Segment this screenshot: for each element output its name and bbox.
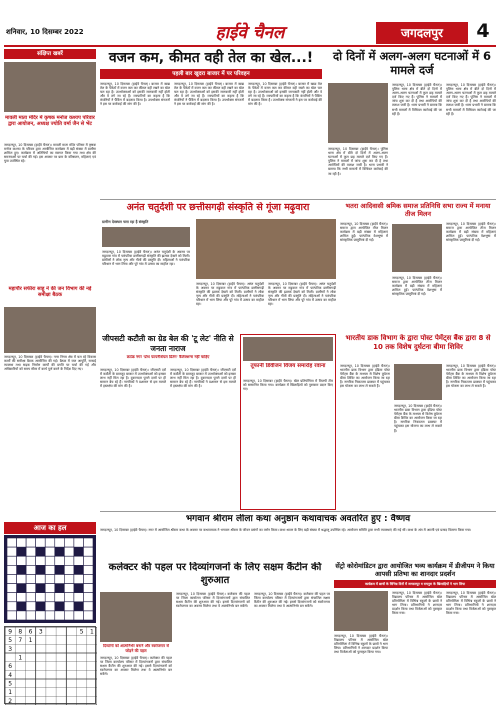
- boxed-story: [240, 334, 336, 510]
- sudoku-digit: 1: [28, 637, 33, 645]
- sudoku-digit: 1: [8, 689, 13, 697]
- festival-body-col2: जगदलपुर, 10 दिसम्बर (हाईवे चैनल)। अनंत चतुर्दशी के अवसर पर मढ़ुवारा गांव में पारंपरिक छत्तीसगढ़ी संस्कृति की झलक देखने को मिली। ग्रामीणों ने लोक नृत्य और गीतों की प्रस्तुति दी। महिलाओं ने पारंपरिक परिधान में भाग लिया और पूरे गांव में उत्सव का माहौल रहा।: [196, 282, 264, 307]
- gst-story: [100, 334, 236, 510]
- teej-story: [340, 202, 496, 330]
- crossword-cell: [7, 574, 17, 583]
- mid-divider: [100, 199, 496, 200]
- crossword-cell: [55, 574, 65, 583]
- school-photo: [334, 591, 388, 631]
- crossword-cell: [45, 538, 55, 547]
- crossword-cell: [83, 611, 93, 620]
- crossword-cell: [17, 538, 27, 547]
- festival-body-col3: जगदलपुर, 10 दिसम्बर (हाईवे चैनल)। अनंत चतुर्दशी के अवसर पर मढ़ुवारा गांव में पारंपरिक छत्तीसगढ़ी संस्कृति की झलक देखने को मिली। ग्रामीणों ने लोक नृत्य और गीतों की प्रस्तुति दी। महिलाओं ने पारंपरिक परिधान में भाग लिया और पूरे गांव में उत्सव का माहौल रहा।: [268, 282, 336, 307]
- crossword-svg: [7, 538, 93, 620]
- crime-body-col1: जगदलपुर, 10 दिसम्बर (हाईवे चैनल)। पुलिस थाना क्षेत्र में बीते दो दिनों में अलग-अलग घटनाओं में कुल छह मामले दर्ज किए गए हैं। पुलिस ने मामलों में जांच शुरू कर दी है तथा आरोपियों की तलाश जारी है। थाना प्रभारी ने बताया कि सभी मामलों में विधिवत कार्रवाई की जा रही है।: [328, 147, 388, 176]
- boxed-body: जगदलपुर, 10 दिसम्बर (हाईवे चैनल)। खेल प्रतियोगिता में विजयी टीम को सम्मानित किया गया। कार्यक्रम में खिलाड़ियों को पुरस्कार प्रदान किए गए।: [243, 379, 333, 392]
- ramkatha-story: [100, 514, 496, 560]
- crossword-cell: [45, 584, 55, 593]
- oil-headline: वजन कम, कीमत वही तेल का खेल...!: [108, 50, 314, 66]
- crime-photo: [328, 83, 388, 143]
- canteen-body-col3: जगदलपुर, 10 दिसम्बर (हाईवे चैनल)। कलेक्टर की पहल पर जिला कार्यालय परिसर में दिव्यांगजनों द्वारा संचालित सक्षम कैंटीन की शुरुआत की गई। इससे दिव्यांगजनों को स्वरोजगार का अवसर मिलेगा तथा वे आत्मनिर्भर बन सकेंगे।: [254, 592, 330, 609]
- crossword-cell: [36, 538, 46, 547]
- sudoku-digit: 1: [89, 628, 94, 636]
- canteen-body-col1: जगदलपुर, 10 दिसम्बर (हाईवे चैनल)। कलेक्टर की पहल पर जिला कार्यालय परिसर में दिव्यांगजनों द्वारा संचालित सक्षम कैंटीन की शुरुआत की गई। इससे दिव्यांगजनों को स्वरोजगार का अवसर मिलेगा तथा वे आत्मनिर्भर बन सकेंगे।: [100, 656, 172, 677]
- school-banner: कार्यक्रम में छात्रों के विभिन्न दिनों में जगदलपुर व रायपुरा के खिलाड़ियों ने भाग लिया: [334, 580, 496, 588]
- brief-photo-2: [4, 307, 96, 353]
- postal-body-col3: जगदलपुर, 10 दिसम्बर (हाईवे चैनल)। भारतीय डाक विभाग द्वारा इंडिया पोस्ट पेमेंट्स बैंक के माध्यम से विशेष दुर्घटना बीमा शिविर का आयोजन किया जा रहा है। नागरिक निकटतम डाकघर में पहुंचकर इस योजना का लाभ ले सकते हैं।: [446, 364, 496, 389]
- sudoku-digit: 8: [18, 628, 23, 636]
- crossword-cell: [74, 611, 84, 620]
- gst-subhead: क्राउंड नगर 'ग्रोथ फायनेंशियल प्रितंग' कैलेक्शन्स नहीं चाहिए: [126, 355, 210, 359]
- teej-body-col3: जगदलपुर, 10 दिसम्बर (हाईवे चैनल)। समाज द्वारा आयोजित तीज मिलन कार्यक्रम में बड़ी संख्या में महिलाएं शामिल हुईं। पारंपरिक वेशभूषा में सांस्कृतिक प्रस्तुतियां दी गईं।: [446, 222, 496, 243]
- crossword-cell: [36, 556, 46, 565]
- school-body-col2: जगदलपुर, 10 दिसम्बर (हाईवे चैनल)। विद्यालय परिसर में आयोजित खेल प्रतियोगिता में विभिन्न स्कूलों के छात्रों ने भाग लिया। प्रतिभागियों ने शानदार प्रदर्शन किया तथा विजेताओं को पुरस्कृत किया गया।: [392, 591, 442, 616]
- canteen-caption: दिव्यांगों को आत्मनिर्भर बनाने और स्वरोजगार से जोड़ने की पहल: [103, 644, 169, 653]
- header-divider: [4, 45, 496, 47]
- teej-body-col2: जगदलपुर, 10 दिसम्बर (हाईवे चैनल)। समाज द्वारा आयोजित तीज मिलन कार्यक्रम में बड़ी संख्या में महिलाएं शामिल हुईं। पारंपरिक वेशभूषा में सांस्कृतिक प्रस्तुतियां दी गईं।: [392, 276, 442, 297]
- crime-body-col2: जगदलपुर, 10 दिसम्बर (हाईवे चैनल)। पुलिस थाना क्षेत्र में बीते दो दिनों में अलग-अलग घटनाओं में कुल छह मामले दर्ज किए गए हैं। पुलिस ने मामलों में जांच शुरू कर दी है तथा आरोपियों की तलाश जारी है। थाना प्रभारी ने बताया कि सभी मामलों में विधिवत कार्रवाई की जा रही है।: [392, 83, 442, 116]
- sudoku-svg: [5, 627, 97, 705]
- brief-headline-1: मावली माता मंदिर में कृषक मनोज कश्यप परिवार द्वारा आयोजन, अध्यक्ष ज्योति वर्मा जैन से भेंट: [5, 115, 95, 128]
- canteen-story: [100, 562, 330, 706]
- brief-body-1: जगदलपुर, 10 दिसम्बर (हाईवे चैनल)। मावली माता मंदिर परिसर में कृषक मनोज कश्यप के परिवार द्वारा आयोजित कार्यक्रम में बड़ी संख्या में ग्रामीण शामिल हुए। कार्यक्रम में अतिथियों का स्वागत किया गया तथा क्षेत्र की समस्याओं पर चर्चा की गई। इस अवसर पर ग्राम के वरिष्ठजन, महिलाएं एवं युवा उपस्थित रहे।: [4, 143, 96, 164]
- crossword-cell: [64, 547, 74, 556]
- crossword-cell: [17, 574, 27, 583]
- school-body-col1: जगदलपुर, 10 दिसम्बर (हाईवे चैनल)। विद्यालय परिसर में आयोजित खेल प्रतियोगिता में विभिन्न स्कूलों के छात्रों ने भाग लिया। प्रतिभागियों ने शानदार प्रदर्शन किया तथा विजेताओं को पुरस्कृत किया गया।: [334, 634, 388, 655]
- crossword-cell: [64, 593, 74, 602]
- crime-headline: दो दिनों में अलग-अलग घटनाओं में 6 मामले दर्ज: [333, 49, 491, 77]
- sudoku-digit: 5: [8, 680, 13, 688]
- crossword-cell: [55, 593, 65, 602]
- school-headline: सेंट्रो कोरोमांडिटन द्वारा आयोजित भव्य कार्यक्रम में डीजीपम ने किया आपसी प्रतिभा का शानदार प्रदर्शन: [335, 562, 495, 578]
- crossword-cell: [17, 556, 27, 565]
- puzzle-title: आज का हल: [4, 522, 96, 534]
- sudoku-digit: 5: [79, 628, 84, 636]
- brief-body-2: जगदलपुर, 10 दिसम्बर (हाईवे चैनल)। नगर निगम क्षेत्र में चल रहे विकास कार्यों की समीक्षा बैठक आयोजित की गई। बैठक में जल आपूर्ति, सफाई व्यवस्था तथा सड़क निर्माण कार्यों की प्रगति पर चर्चा की गई और अधिकारियों को समय सीमा में कार्य पूर्ण करने के निर्देश दिए गए।: [4, 355, 96, 372]
- crossword-cell: [45, 611, 55, 620]
- crossword-cell: [17, 611, 27, 620]
- crossword-cell: [26, 611, 36, 620]
- issue-date: शनिवार, 10 दिसम्बर 2022: [6, 28, 84, 36]
- ramkatha-body: जगदलपुर, 10 दिसम्बर (हाईवे चैनल)। नगर में आयोजित श्रीराम कथा के अवसर पर कथावाचक ने भगवान श्रीराम के जीवन प्रसंगों का वर्णन किया। कथा श्रवण के लिए बड़ी संख्या में श्रद्धालु उपस्थित रहे। आयोजन समिति द्वारा सभी व्यवस्थाएं की गई थीं। कथा के अंत में आरती एवं प्रसाद वितरण किया गया।: [100, 528, 472, 532]
- crossword-cell: [64, 538, 74, 547]
- festival-story: [100, 202, 336, 330]
- postal-story: [340, 334, 496, 510]
- postal-photo: [394, 364, 442, 400]
- crossword-cell: [7, 538, 17, 547]
- crossword-cell: [26, 602, 36, 611]
- sudoku-digit: 3: [8, 645, 13, 653]
- crossword-cell: [64, 565, 74, 574]
- brief-photo: [4, 62, 96, 112]
- sudoku-digit: 6: [8, 663, 13, 671]
- oil-body-col2: जगदलपुर, 10 दिसम्बर (हाईवे चैनल)। बाजार में खाद्य तेल के पैकेटों में वजन कम कर कीमत वही रखने का खेल चल रहा है। उपभोक्ताओं को इसकी जानकारी नहीं होती और वे ठगे जा रहे हैं। व्यापारियों का कहना है कि कंपनियों ने पैकिंग में बदलाव किया है। उपभोक्ता संगठनों ने इस पर कार्रवाई की मांग की है।: [174, 82, 244, 107]
- crossword-cell: [55, 611, 65, 620]
- crossword-cell: [7, 611, 17, 620]
- sudoku-digit: 1: [18, 654, 23, 662]
- crossword-cell: [36, 593, 46, 602]
- crossword-cell: [26, 574, 36, 583]
- canteen-headline: कलेक्टर की पहल पर दिव्यांगजनों के लिए सक्षम कैंटीन की शुरुआत: [108, 562, 322, 586]
- crossword-cell: [26, 547, 36, 556]
- festival-byline: ग्रामीण देवस्थल चला रहा है संस्कृति: [102, 220, 149, 224]
- crossword-cell: [55, 538, 65, 547]
- crossword-cell: [45, 574, 55, 583]
- crossword-cell: [83, 602, 93, 611]
- brief-headline-2: महापौर सफीरा साहू ने की जन विभाग की नई समीक्षा बैठक: [8, 286, 92, 299]
- crossword-cell: [83, 584, 93, 593]
- oil-subheadline: पहली बार खुदरा बाजार में पर परिवहन: [100, 69, 322, 79]
- crossword-cell: [83, 538, 93, 547]
- crossword-cell: [7, 556, 17, 565]
- oil-body-col3: जगदलपुर, 10 दिसम्बर (हाईवे चैनल)। बाजार में खाद्य तेल के पैकेटों में वजन कम कर कीमत वही रखने का खेल चल रहा है। उपभोक्ताओं को इसकी जानकारी नहीं होती और वे ठगे जा रहे हैं। व्यापारियों का कहना है कि कंपनियों ने पैकिंग में बदलाव किया है। उपभोक्ता संगठनों ने इस पर कार्रवाई की मांग की है।: [248, 82, 322, 107]
- crossword-cell: [64, 584, 74, 593]
- crossword-cell: [26, 538, 36, 547]
- crossword-cell: [45, 565, 55, 574]
- crossword-cell: [64, 556, 74, 565]
- crossword-cell: [55, 556, 65, 565]
- ramkatha-headline: भगवान श्रीराम लीला कथा अनुष्ठान कथावाचक अवतरित हुए : वैष्णव: [185, 514, 411, 524]
- crossword-cell: [83, 565, 93, 574]
- canteen-photo: [100, 592, 172, 642]
- crossword-cell: [83, 593, 93, 602]
- oil-body-col1: जगदलपुर, 10 दिसम्बर (हाईवे चैनल)। बाजार में खाद्य तेल के पैकेटों में वजन कम कर कीमत वही रखने का खेल चल रहा है। उपभोक्ताओं को इसकी जानकारी नहीं होती और वे ठगे जा रहे हैं। व्यापारियों का कहना है कि कंपनियों ने पैकिंग में बदलाव किया है। उपभोक्ता संगठनों ने इस पर कार्रवाई की मांग की है।: [100, 82, 170, 107]
- crossword-cell: [17, 593, 27, 602]
- masthead: [0, 0, 500, 44]
- crossword-cell: [83, 556, 93, 565]
- crossword-cell: [74, 593, 84, 602]
- festival-headline: अनंत चतुर्दशी पर छत्तीसगढ़ी संस्कृति से गूंजा मढ़ुवारा: [126, 202, 310, 213]
- canteen-body-col2: जगदलपुर, 10 दिसम्बर (हाईवे चैनल)। कलेक्टर की पहल पर जिला कार्यालय परिसर में दिव्यांगजनों द्वारा संचालित सक्षम कैंटीन की शुरुआत की गई। इससे दिव्यांगजनों को स्वरोजगार का अवसर मिलेगा तथा वे आत्मनिर्भर बन सकेंगे।: [176, 592, 250, 609]
- crossword-cell: [74, 556, 84, 565]
- gst-body-col1: जगदलपुर, 10 दिसम्बर (हाईवे चैनल)। जीएसटी दरों में कटौती के बावजूद बाजार में उपभोक्ताओं को इसका लाभ नहीं मिल रहा है। दुकानदार पुराने दामों पर ही सामान बेच रहे हैं। नागरिकों ने प्रशासन से इस मामले में हस्तक्षेप की मांग की है।: [100, 368, 166, 389]
- crossword-cell: [64, 602, 74, 611]
- crossword-cell: [74, 574, 84, 583]
- crossword-cell: [36, 611, 46, 620]
- crossword-cell: [36, 574, 46, 583]
- crossword-cell: [64, 611, 74, 620]
- crossword-cell: [74, 538, 84, 547]
- crossword-cell: [26, 593, 36, 602]
- school-body-col3: जगदलपुर, 10 दिसम्बर (हाईवे चैनल)। विद्यालय परिसर में आयोजित खेल प्रतियोगिता में विभिन्न स्कूलों के छात्रों ने भाग लिया। प्रतिभागियों ने शानदार प्रदर्शन किया तथा विजेताओं को पुरस्कृत किया गया।: [446, 591, 496, 616]
- crossword-cell: [7, 584, 17, 593]
- gst-headline: जीपसटी कटौती का ग्रेड बेल की 'टू लेट' नीति से जनता नाराज: [102, 334, 234, 353]
- sudoku-digit: 2: [8, 697, 13, 705]
- sudoku-grid: [4, 626, 96, 704]
- crossword-cell: [26, 565, 36, 574]
- teej-body-col1: जगदलपुर, 10 दिसम्बर (हाईवे चैनल)। समाज द्वारा आयोजित तीज मिलन कार्यक्रम में बड़ी संख्या में महिलाएं शामिल हुईं। पारंपरिक वेशभूषा में सांस्कृतिक प्रस्तुतियां दी गईं।: [340, 222, 388, 243]
- crossword-cell: [45, 602, 55, 611]
- crossword-cell: [7, 593, 17, 602]
- postal-body-col1: जगदलपुर, 10 दिसम्बर (हाईवे चैनल)। भारतीय डाक विभाग द्वारा इंडिया पोस्ट पेमेंट्स बैंक के माध्यम से विशेष दुर्घटना बीमा शिविर का आयोजन किया जा रहा है। नागरिक निकटतम डाकघर में पहुंचकर इस योजना का लाभ ले सकते हैं।: [340, 364, 390, 389]
- crossword-cell: [45, 547, 55, 556]
- crossword-grid: [4, 535, 96, 623]
- crossword-cell: [26, 556, 36, 565]
- section-brief-title: संक्षिप्त खबरें: [4, 49, 96, 59]
- sudoku-digit: 9: [8, 628, 13, 636]
- crossword-cell: [45, 593, 55, 602]
- festival-body-col1: जगदलपुर, 10 दिसम्बर (हाईवे चैनल)। अनंत चतुर्दशी के अवसर पर मढ़ुवारा गांव में पारंपरिक छत्तीसगढ़ी संस्कृति की झलक देखने को मिली। ग्रामीणों ने लोक नृत्य और गीतों की प्रस्तुति दी। महिलाओं ने पारंपरिक परिधान में भाग लिया और पूरे गांव में उत्सव का माहौल रहा।: [102, 250, 190, 267]
- teej-headline: भतरा आदिवासी श्रमिक समाज प्रतिनिधि सभा राज्य में मनाया तीज मिलन: [345, 202, 491, 218]
- sudoku-digit: 7: [18, 637, 23, 645]
- crossword-cell: [7, 547, 17, 556]
- festival-photo: [196, 219, 336, 279]
- crossword-cell: [7, 602, 17, 611]
- crossword-cell: [83, 574, 93, 583]
- festival-photo-small: [102, 227, 190, 247]
- school-story: [334, 562, 496, 706]
- sudoku-digit: 5: [8, 637, 13, 645]
- postal-body-col2: जगदलपुर, 10 दिसम्बर (हाईवे चैनल)। भारतीय डाक विभाग द्वारा इंडिया पोस्ट पेमेंट्स बैंक के माध्यम से विशेष दुर्घटना बीमा शिविर का आयोजन किया जा रहा है। नागरिक निकटतम डाकघर में पहुंचकर इस योजना का लाभ ले सकते हैं।: [394, 404, 442, 433]
- crossword-cell: [7, 565, 17, 574]
- page-number: 4: [476, 20, 490, 42]
- gst-body-col2: जगदलपुर, 10 दिसम्बर (हाईवे चैनल)। जीएसटी दरों में कटौती के बावजूद बाजार में उपभोक्ताओं को इसका लाभ नहीं मिल रहा है। दुकानदार पुराने दामों पर ही सामान बेच रहे हैं। नागरिकों ने प्रशासन से इस मामले में हस्तक्षेप की मांग की है।: [170, 368, 236, 389]
- sudoku-digit: 4: [8, 671, 13, 679]
- sudoku-digit: 3: [38, 628, 43, 636]
- crime-body-col3: जगदलपुर, 10 दिसम्बर (हाईवे चैनल)। पुलिस थाना क्षेत्र में बीते दो दिनों में अलग-अलग घटनाओं में कुल छह मामले दर्ज किए गए हैं। पुलिस ने मामलों में जांच शुरू कर दी है तथा आरोपियों की तलाश जारी है। थाना प्रभारी ने बताया कि सभी मामलों में विधिवत कार्रवाई की जा रही है।: [446, 83, 496, 116]
- divider-2: [100, 511, 496, 512]
- crossword-cell: [26, 584, 36, 593]
- city-name: जगदलपुर: [376, 22, 468, 44]
- boxed-photo: [243, 337, 333, 361]
- crossword-cell: [64, 574, 74, 583]
- boxed-headline: तूफानी डिवीजन विजय समारोह रवाना: [250, 363, 326, 369]
- postal-headline: भारतीय डाक विभाग के द्वारा पोस्ट पेमेंट्स बैंक द्वारा 8 से 10 तक विशेष दुर्घटना बीमा शिविर: [345, 334, 491, 351]
- sudoku-digit: 6: [28, 628, 33, 636]
- section-title: हाईवे चैनल: [215, 23, 285, 43]
- teej-photo: [392, 224, 442, 272]
- crossword-cell: [83, 547, 93, 556]
- crossword-cell: [45, 556, 55, 565]
